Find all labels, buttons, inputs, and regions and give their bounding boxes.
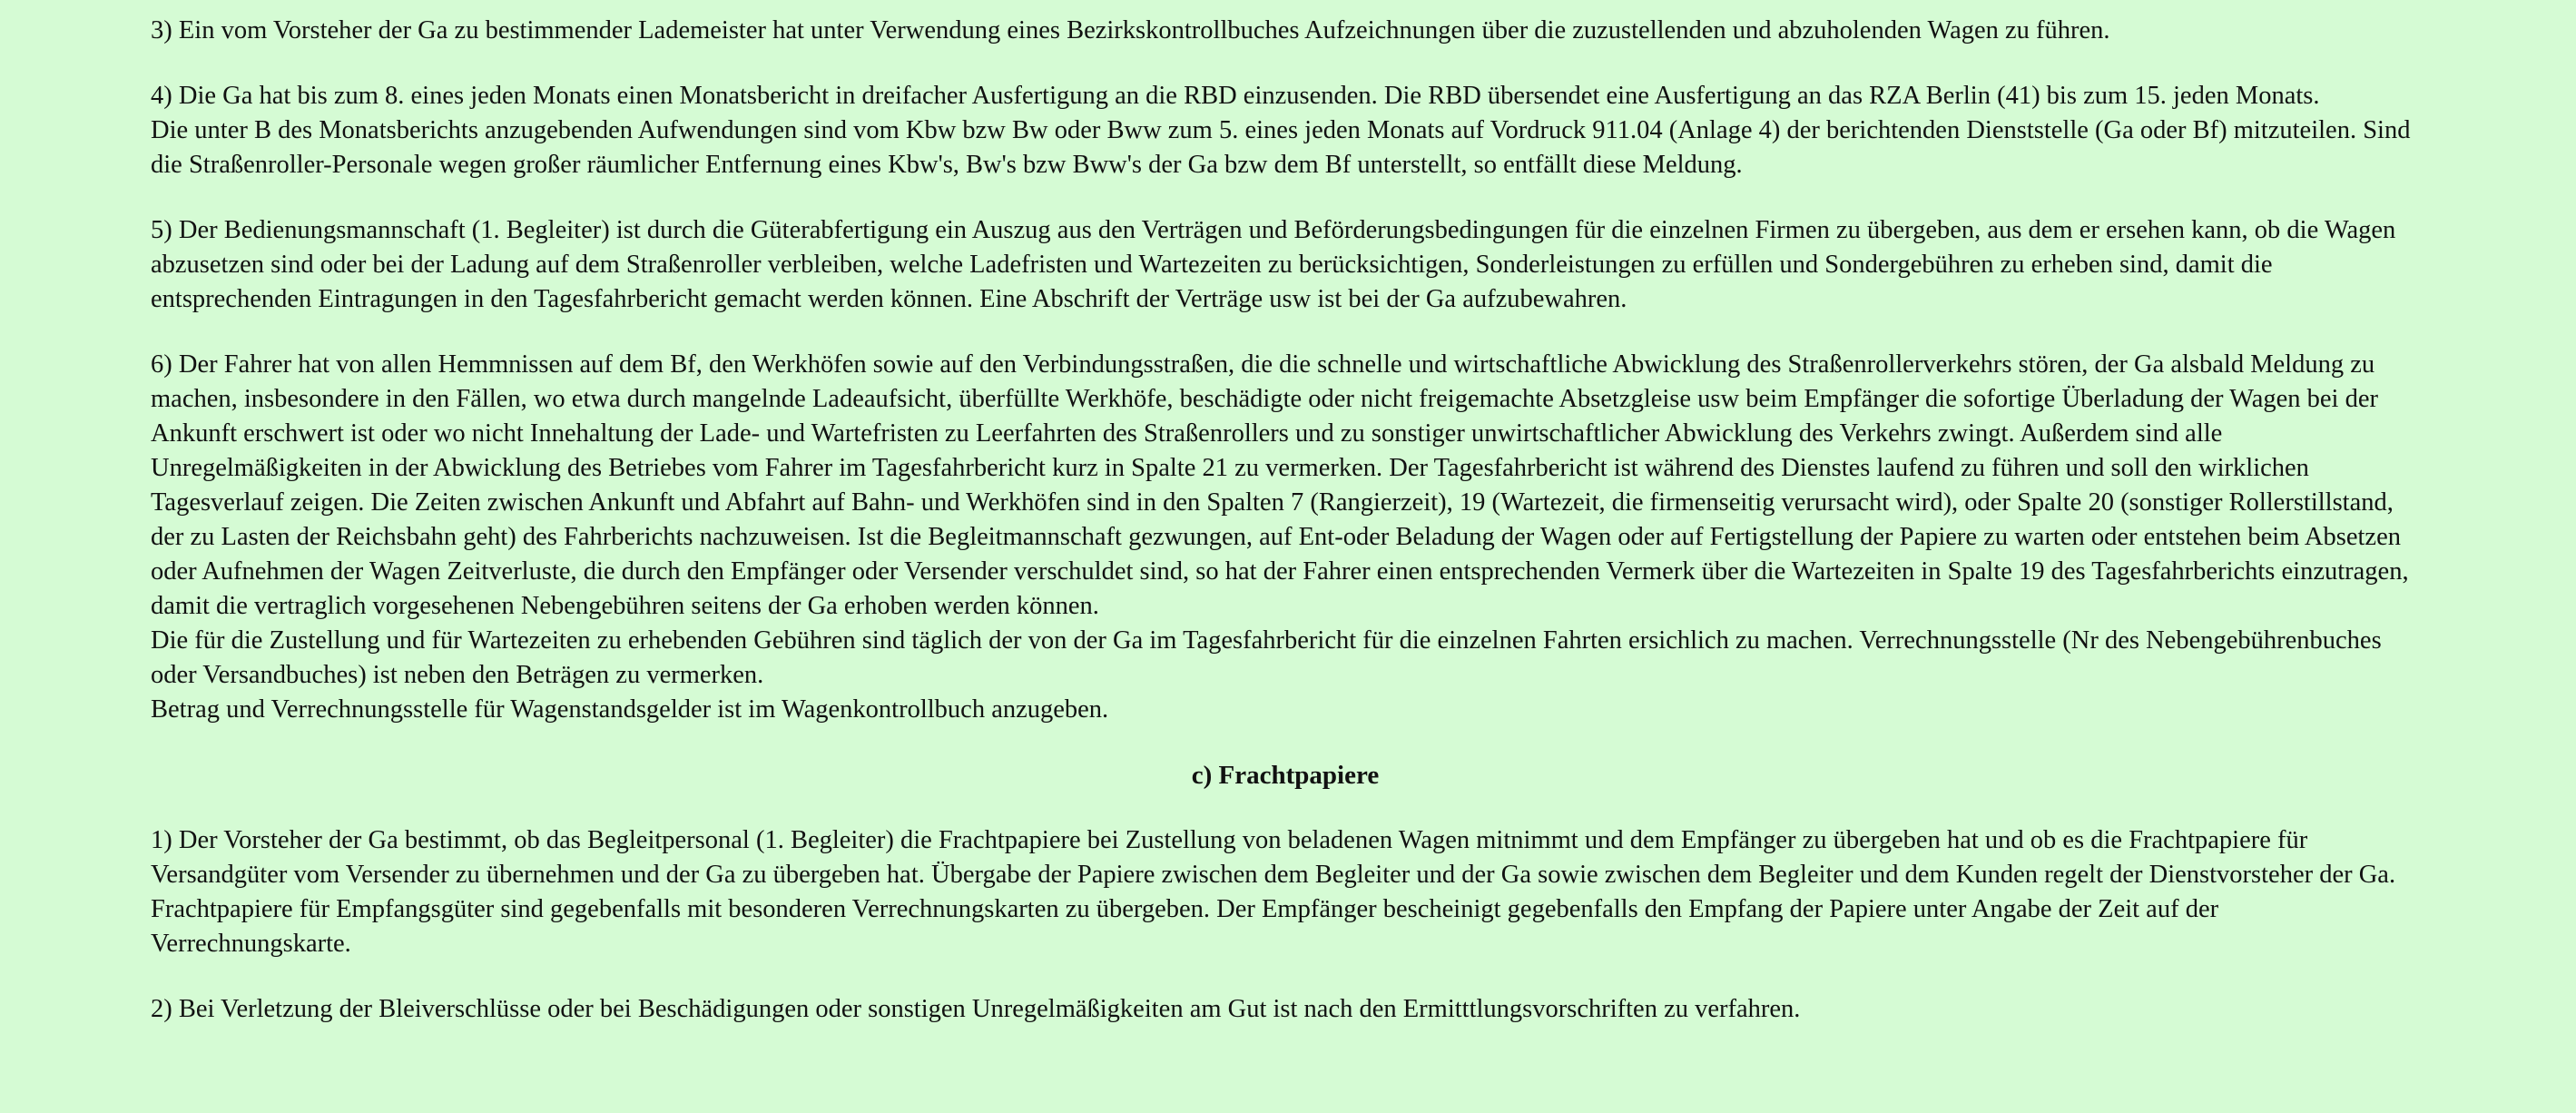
frachtpapiere-paragraph-2: 2) Bei Verletzung der Bleiverschlüsse oder bei Beschädigungen oder sonstigen Unregelmäßigkeiten am Gut ist nach den Ermitttlungsvorschriften zu verfahren. — [151, 995, 1801, 1023]
section-heading-frachtpapiere: c) Frachtpapiere — [1191, 761, 1380, 790]
paragraph-6-part-3: Betrag und Verrechnungsstelle für Wagenstandsgelder ist im Wagenkontrollbuch anzugeben. — [151, 695, 1109, 724]
paragraph-4-part-1: 4) Die Ga hat bis zum 8. eines jeden Monats einen Monatsbericht in dreifacher Ausfertigung an die RBD einzusenden. Die RBD übersendet eine Ausfertigung an das RZA Berlin (41) bis zum 15. jeden Monats. — [151, 82, 2320, 110]
paragraph-5: 5) Der Bedienungsmannschaft (1. Begleiter) ist durch die Güterabfertigung ein Auszug aus den Verträgen und Beförderungsbedingungen für die einzelnen Firmen zu übergeben, aus dem er ersehen kann, ob die Wagen abzusetzen sind oder bei der Ladung auf dem Straßenroller verbleiben, welche Ladefristen und Wartezeiten zu berücksichtigen, Sonderleistungen zu erfüllen und Sondergebühren zu erheben sind, damit die entsprechenden Eintragungen in den Tagesfahrbericht gemacht werden können. Eine Abschrift der Verträge usw ist bei der Ga aufzubewahren. — [151, 216, 2396, 313]
paragraph-4-part-2: Die unter B des Monatsberichts anzugebenden Aufwendungen sind vom Kbw bzw Bw oder Bww zum 5. eines jeden Monats auf Vordruck 911.04 (Anlage 4) der berichtenden Dienststelle (Ga oder Bf) mitzuteilen. Sind die Straßenroller-Personale wegen großer räumlicher Entfernung eines Kbw's, Bw's bzw Bww's der Ga bzw dem Bf unterstellt, so entfällt diese Meldung. — [151, 116, 2411, 179]
paragraph-4 — [151, 79, 2420, 182]
frachtpapiere-paragraph-1: 1) Der Vorsteher der Ga bestimmt, ob das Begleitpersonal (1. Begleiter) die Frachtpapiere bei Zustellung von beladenen Wagen mitnimmt und dem Empfänger zu übergeben hat und ob es die Frachtpapiere für Versandgüter vom Versender zu übernehmen und der Ga zu übergeben hat. Übergabe der Papiere zwischen dem Begleiter und der Ga sowie zwischen dem Begleiter und dem Kunden regelt der Dienstvorsteher der Ga. Frachtpapiere für Empfangsgüter sind gegebenfalls mit besonderen Verrechnungskarten zu übergeben. Der Empfänger bescheinigt gegebenfalls den Empfang der Papiere unter Angabe der Zeit auf der Verrechnungskarte. — [151, 826, 2396, 958]
paragraph-6 — [151, 348, 2420, 727]
document-body — [151, 14, 2420, 1058]
paragraph-3: 3) Ein vom Vorsteher der Ga zu bestimmender Lademeister hat unter Verwendung eines Bezirkskontrollbuches Aufzeichnungen über die zuzustellenden und abzuholenden Wagen zu führen. — [151, 16, 2110, 44]
paragraph-6-part-1: 6) Der Fahrer hat von allen Hemmnissen auf dem Bf, den Werkhöfen sowie auf den Verbindungsstraßen, die die schnelle und wirtschaftliche Abwicklung des Straßenrollerverkehrs stören, der Ga alsbald Meldung zu machen, insbesondere in den Fällen, wo etwa durch mangelnde Ladeaufsicht, überfüllte Werkhöfe, beschädigte oder nicht freigemachte Absetzgleise usw beim Empfänger die sofortige Überladung der Wagen bei der Ankunft erschwert ist oder wo nicht Innehaltung der Lade- und Wartefristen zu Leerfahrten des Straßenrollers und zu sonstiger unwirtschaftlicher Abwicklung des Verkehrs zwingt. Außerdem sind alle Unregelmäßigkeiten in der Abwicklung des Betriebes vom Fahrer im Tagesfahrbericht kurz in Spalte 21 zu vermerken. Der Tagesfahrbericht ist während des Dienstes laufend zu führen und soll den wirklichen Tagesverlauf zeigen. Die Zeiten zwischen Ankunft und Abfahrt auf Bahn- und Werkhöfen sind in den Spalten 7 (Rangierzeit), 19 (Wartezeit, die firmenseitig verursacht wird), oder Spalte 20 (sonstiger Rollerstillstand, der zu Lasten der Reichsbahn geht) des Fahrberichts nachzuweisen. Ist die Begleitmannschaft gezwungen, auf Ent-oder Beladung der Wagen oder auf Fertigstellung der Papiere zu warten oder entstehen beim Absetzen oder Aufnehmen der Wagen Zeitverluste, die durch den Empfänger oder Versender verschuldet sind, so hat der Fahrer einen entsprechenden Vermerk über die Wartezeiten in Spalte 19 des Tagesfahrberichts einzutragen, damit die vertraglich vorgesehenen Nebengebühren seitens der Ga erhoben werden können. — [151, 350, 2409, 620]
paragraph-6-part-2: Die für die Zustellung und für Wartezeiten zu erhebenden Gebühren sind täglich der von der Ga im Tagesfahrbericht für die einzelnen Fahrten ersichlich zu machen. Verrechnungsstelle (Nr des Nebengebührenbuches oder Versandbuches) ist neben den Beträgen zu vermerken. — [151, 626, 2382, 689]
